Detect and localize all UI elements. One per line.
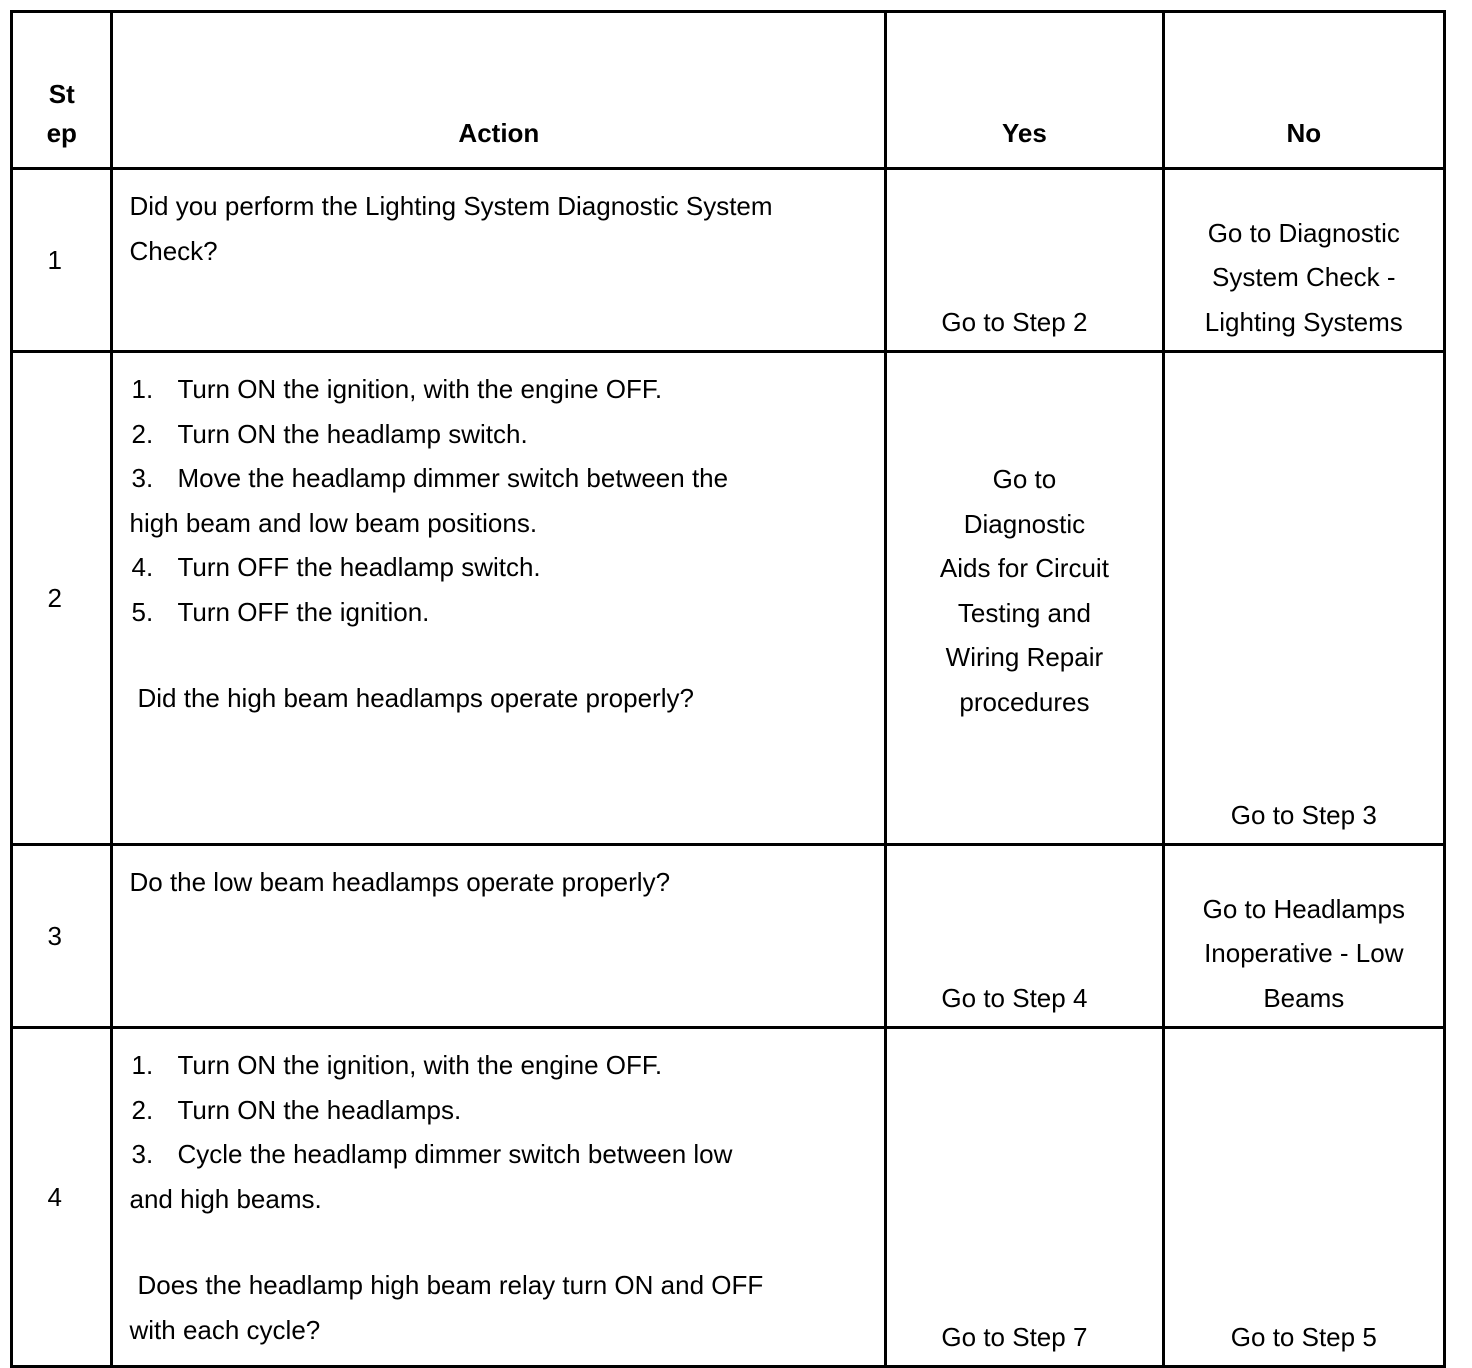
action-list-item <box>129 412 844 457</box>
action-text: Do the low beam headlamps operate properly? <box>129 867 671 897</box>
item-number: 3. <box>131 463 154 493</box>
no-cell <box>1163 1028 1444 1367</box>
yes-cell <box>886 845 1163 1028</box>
header-yes: Yes <box>886 12 1163 169</box>
action-text: Check? <box>129 235 218 266</box>
yes-text: Aids for Circuit <box>939 553 1109 583</box>
no-text: Beams <box>1263 982 1345 1013</box>
yes-link: Go to Step 7 <box>941 1321 1088 1352</box>
header-action: Action <box>112 12 886 169</box>
item-text: Turn ON the ignition, with the engine OFF. <box>177 1050 663 1080</box>
yes-link: Go to Step 4 <box>941 982 1088 1013</box>
item-text: Turn ON the ignition, with the engine OFF. <box>177 374 663 404</box>
header-row <box>12 12 1445 169</box>
action-cell <box>112 845 886 1028</box>
table-row <box>12 169 1445 352</box>
no-text: Lighting Systems <box>1204 306 1403 337</box>
item-text: Move the headlamp dimmer switch between the <box>177 463 729 493</box>
item-number: 2. <box>131 418 154 449</box>
header-step <box>12 12 112 169</box>
question-continuation: with each cycle? <box>129 1314 321 1345</box>
diagnostic-table <box>10 10 1446 1368</box>
no-link: Go to Step 5 <box>1230 1321 1377 1352</box>
header-step-label: St ep <box>46 79 77 148</box>
yes-text: Diagnostic <box>963 508 1086 539</box>
step-number: 3 <box>12 845 112 1028</box>
yes-text: Go to <box>992 464 1057 494</box>
action-list-item <box>129 1088 844 1133</box>
yes-cell <box>886 352 1163 845</box>
yes-text: procedures <box>959 686 1090 717</box>
yes-link: Go to Step 2 <box>941 306 1088 337</box>
item-number: 5. <box>131 596 154 627</box>
item-text: Turn OFF the headlamp switch. <box>177 552 541 582</box>
no-text: Go to Headlamps <box>1202 893 1405 924</box>
yes-text: Testing and <box>957 597 1091 628</box>
table-row <box>12 352 1445 845</box>
header-no: No <box>1163 12 1444 169</box>
no-cell <box>1163 169 1444 352</box>
action-list-item <box>129 1043 844 1088</box>
yes-cell <box>886 169 1163 352</box>
item-continuation: high beam and low beam positions. <box>129 507 538 538</box>
item-text: Turn ON the headlamps. <box>177 1094 462 1125</box>
step-number: 1 <box>12 169 112 352</box>
step-number: 2 <box>12 352 112 845</box>
item-text: Cycle the headlamp dimmer switch between low <box>177 1139 733 1169</box>
yes-text: Wiring Repair <box>945 642 1104 672</box>
no-text: Go to Diagnostic <box>1207 217 1400 248</box>
no-cell <box>1163 845 1444 1028</box>
action-cell <box>112 352 886 845</box>
item-number: 3. <box>131 1139 154 1169</box>
action-list-item <box>129 456 844 501</box>
question-text: Did the high beam headlamps operate properly? <box>137 683 694 713</box>
action-list-item <box>129 367 844 412</box>
no-text: System Check - <box>1212 262 1396 292</box>
item-number: 2. <box>131 1094 154 1125</box>
action-list-item <box>129 1132 844 1177</box>
item-number: 1. <box>131 374 154 404</box>
no-cell <box>1163 352 1444 845</box>
action-list-item <box>129 545 844 590</box>
yes-cell <box>886 1028 1163 1367</box>
action-cell <box>112 1028 886 1367</box>
no-text: Inoperative - Low <box>1204 938 1404 968</box>
table-row <box>12 845 1445 1028</box>
item-text: Turn ON the headlamp switch. <box>177 418 528 449</box>
item-continuation: and high beams. <box>129 1183 322 1214</box>
action-list-item <box>129 590 844 635</box>
action-cell <box>112 169 886 352</box>
item-number: 4. <box>131 552 154 582</box>
item-number: 1. <box>131 1050 154 1080</box>
action-text: Did you perform the Lighting System Diagnostic System <box>129 191 773 221</box>
spacer <box>129 1221 844 1263</box>
item-text: Turn OFF the ignition. <box>177 596 430 627</box>
table-row <box>12 1028 1445 1367</box>
spacer <box>129 634 844 676</box>
no-link: Go to Step 3 <box>1230 799 1377 830</box>
question-text: Does the headlamp high beam relay turn ON and OFF <box>137 1270 764 1300</box>
step-number: 4 <box>12 1028 112 1367</box>
